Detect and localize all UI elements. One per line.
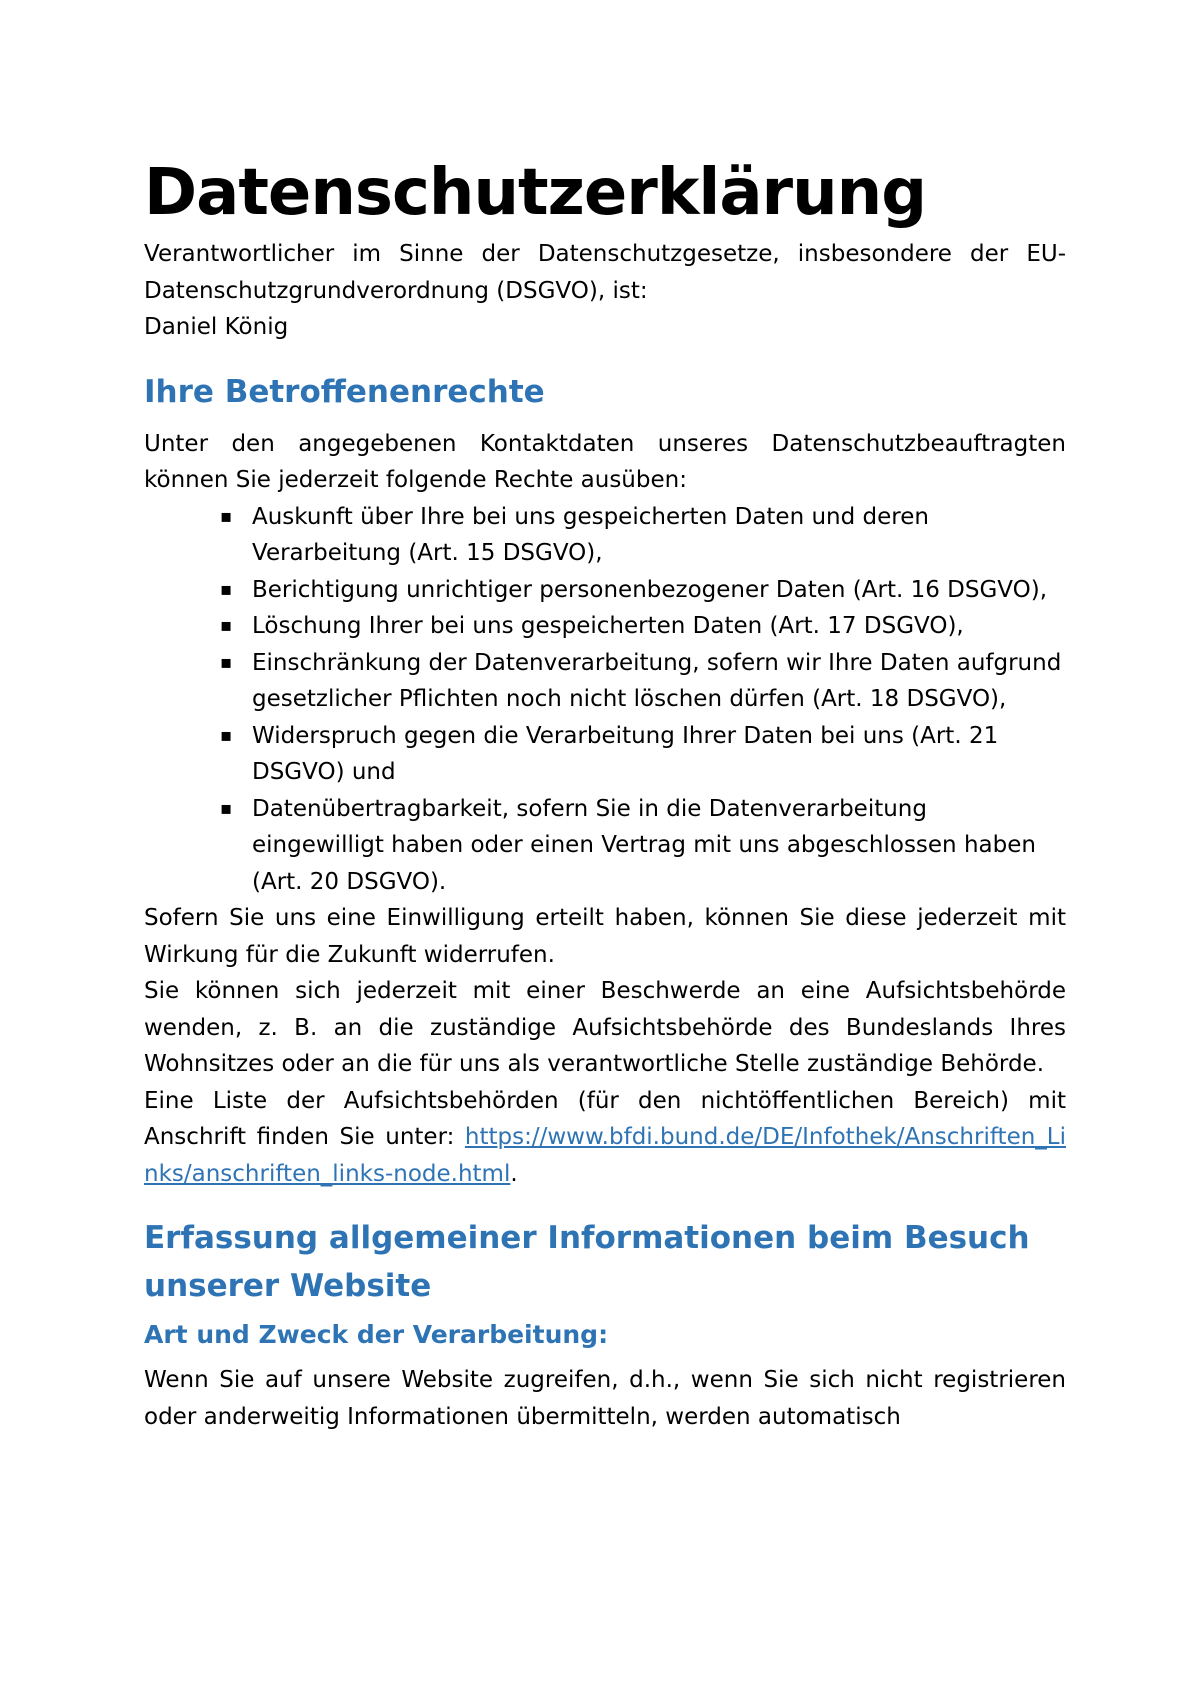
bullet-icon: ▪ (220, 724, 233, 746)
complaint-text: Sie können sich jederzeit mit einer Beschwerde an eine Aufsichtsbehörde wenden, z. B. an die zuständige Aufsichtsbehörde des Bundeslands Ihres Wohnsitzes oder an die für uns als verantwortliche Stelle zuständige Behörde. (144, 978, 1066, 1077)
processing-purpose-subheading: Art und Zweck der Verarbeitung: (144, 1320, 609, 1349)
rights-heading: Ihre Betroffenenrechte (144, 373, 545, 410)
controller-name: Daniel König (144, 314, 289, 340)
authority-list-text: Eine Liste der Aufsichtsbehörden (für den nichtöffentlichen Bereich) mit Anschrift finden Sie unter: https://www.bfdi.bund.de/DE/Infothek/Anschriften_Links/anschriften_links-node.html. (144, 1087, 1066, 1187)
document-content (144, 150, 1066, 1435)
processing-purpose-text: Wenn Sie auf unsere Website zugreifen, d.h., wenn Sie sich nicht registrieren oder anderweitig Informationen übermitteln, werden automatisch (144, 1367, 1066, 1430)
bullet-icon: ▪ (220, 505, 233, 527)
bullet-icon: ▪ (220, 615, 233, 636)
consent-revocation-text: Sofern Sie uns eine Einwilligung erteilt haben, können Sie diese jederzeit mit Wirkung für die Zukunft widerrufen. (144, 905, 1066, 968)
rights-intro: Unter den angegebenen Kontaktdaten unseres Datenschutzbeauftragten können Sie jederzeit folgende Rechte ausüben: (144, 430, 1066, 493)
rights-list-item: ▪ Datenübertragbarkeit, sofern Sie in die Datenverarbeitung eingewilligt haben oder einen Vertrag mit uns abgeschlossen haben (Art. 20 DSGVO). (252, 791, 1066, 901)
bullet-icon: ▪ (220, 578, 233, 600)
controller-statement: Verantwortlicher im Sinne der Datenschutzgesetze, insbesondere der EU-Datenschutzgrundverordnung (DSGVO), ist: (144, 241, 1066, 304)
rights-list-item: ▪ Berichtigung unrichtiger personenbezogener Daten (Art. 16 DSGVO), (252, 572, 1066, 609)
rights-list (144, 499, 1066, 901)
website-visit-heading: Erfassung allgemeiner Informationen beim Besuch unserer Website (144, 1220, 1030, 1304)
authority-list-link[interactable]: https://www.bfdi.bund.de/DE/Infothek/Anschriften_Links/anschriften_links-node.html (144, 1124, 1066, 1187)
bullet-icon: ▪ (220, 797, 233, 819)
page-title: Datenschutzerklärung (144, 156, 927, 230)
rights-list-item: ▪ Widerspruch gegen die Verarbeitung Ihrer Daten bei uns (Art. 21 DSGVO) und (252, 718, 1066, 791)
rights-list-item: ▪ Auskunft über Ihre bei uns gespeicherten Daten und deren Verarbeitung (Art. 15 DSGVO), (252, 499, 1066, 572)
rights-list-item: ▪ Löschung Ihrer bei uns gespeicherten Daten (Art. 17 DSGVO), (252, 608, 1066, 645)
rights-list-item: ▪ Einschränkung der Datenverarbeitung, sofern wir Ihre Daten aufgrund gesetzlicher Pflichten noch nicht löschen dürfen (Art. 18 DSGVO), (252, 645, 1066, 718)
bullet-icon: ▪ (220, 651, 233, 673)
